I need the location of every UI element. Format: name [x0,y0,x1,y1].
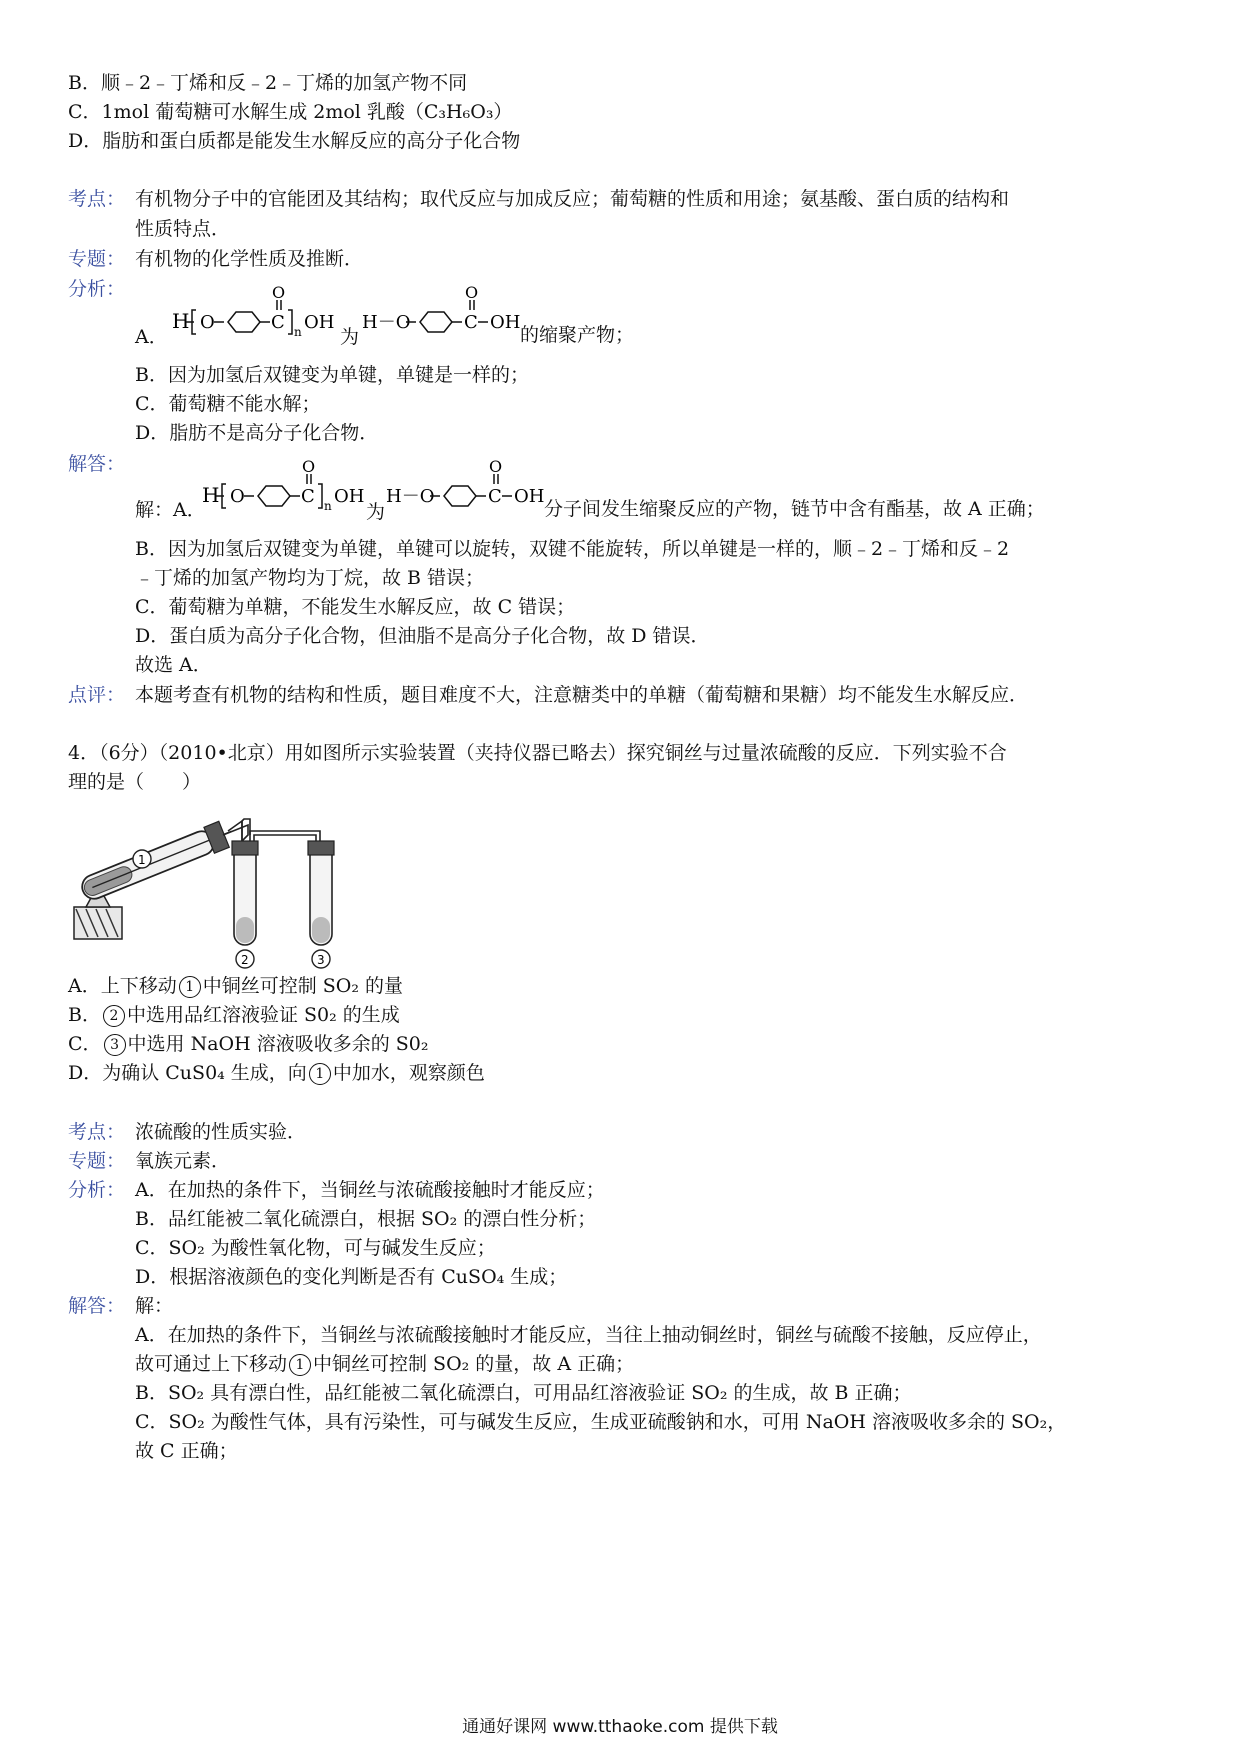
q3-fenxi-d: D．脂肪不是高分子化合物． [135,422,379,444]
q3-jieda-b-line1: B．因为加氢后双键变为单键，单键可以旋转，双键不能旋转，所以单键是一样的，顺﹣2﹣丁烯和反﹣2 [135,538,1010,560]
q3-zhuanti-label: 专题： [68,248,126,270]
q4-jieda-c-line2: 故 C 正确； [135,1440,238,1462]
polymer-formula-2 [200,457,380,513]
svg-text:3: 3 [317,953,325,967]
q4-jieda-a-line2-pre: 故可通过上下移动 [135,1353,288,1375]
svg-text:1: 1 [138,853,146,867]
polymer-oh-text: OH [304,312,335,333]
q3-dianping-text: 本题考查有机物的结构和性质，题目难度不大，注意糖类中的单糖（葡萄糖和果糖）均不能发生水解反应． [135,684,1029,706]
q4-option-b-pre: B． [68,1004,101,1026]
monomer-c-text: C [464,312,478,333]
q3-option-b: B．顺﹣2﹣丁烯和反﹣2﹣丁烯的加氢产物不同 [68,72,468,94]
q4-stem-line1: 4．（6分）（2010•北京）用如图所示实验装置（夹持仪器已略去）探究铜丝与过量浓硫酸的反应．下列实验不合 [68,742,1007,764]
page-footer: 通通好课网 www.tthaoke.com 提供下载 [462,1717,778,1737]
monomer-formula [360,283,530,338]
q3-fenxi-c: C．葡萄糖不能水解； [135,393,321,415]
monomer2-ho-text: H－O [386,486,435,507]
q4-fenxi-d: D．根据溶液颜色的变化判断是否有 CuSO₄ 生成； [135,1266,568,1288]
polymer2-o-text: O [230,486,245,507]
q4-stem-line2: 理的是（ ） [68,771,202,793]
q3-zhuanti-text: 有机物的化学性质及推断． [135,248,364,270]
q4-kaodian-text: 浓硫酸的性质实验． [135,1121,307,1143]
q4-option-d-post: 中加水，观察颜色 [332,1062,485,1084]
q4-option-d-pre: D．为确认 CuS0₄ 生成，向 [68,1062,307,1084]
polymer2-oh-text: OH [334,486,365,507]
q4-jieda-a-line2 [135,1351,634,1377]
q4-option-b-post: 中选用品红溶液验证 S0₂ 的生成 [126,1004,400,1026]
polymer2-n-text: n [324,499,332,513]
circle-label-1c: 1 [289,1354,311,1376]
circle-label-2: 2 [103,1005,125,1027]
q3-fenxi-a-suffix: 的缩聚产物； [520,324,635,346]
q4-zhuanti-text: 氧族元素． [135,1150,231,1172]
circle-label-3: 3 [104,1034,126,1056]
q3-jieda-d: D．蛋白质为高分子化合物，但油脂不是高分子化合物，故 D 错误． [135,625,710,647]
circle-label-1: 1 [179,976,201,998]
q3-kaodian-label: 考点： [68,188,126,210]
q3-fenxi-a-mid: 为 [340,326,360,348]
monomer2-carbonyl-o: O [489,457,503,476]
q3-jieda-a-mid: 为 [366,501,386,523]
q3-jieda-a-suffix: 分子间发生缩聚反应的产物，链节中含有酯基，故 A 正确； [544,498,1045,520]
monomer2-c-text: C [488,486,502,507]
q3-fenxi-label: 分析： [68,278,126,300]
q4-option-a [68,973,403,999]
circle-label-1b: 1 [309,1063,331,1085]
monomer-oh-text: OH [490,312,521,333]
q3-fenxi-a-prefix: A． [135,326,168,348]
q4-option-c-post: 中选用 NaOH 溶液吸收多余的 S0₂ [127,1033,429,1055]
q4-fenxi-label: 分析： [68,1179,126,1201]
q4-fenxi-c: C．SO₂ 为酸性氧化物，可与碱发生反应； [135,1237,496,1259]
q4-option-c [68,1031,429,1057]
q3-option-c: C．1mol 葡萄糖可水解生成 2mol 乳酸（C₃H₆O₃） [68,101,513,123]
monomer-formula-2 [384,457,554,512]
q4-fenxi-b: B．品红能被二氧化硫漂白，根据 SO₂ 的漂白性分析； [135,1208,597,1230]
q3-option-d: D．脂肪和蛋白质都是能发生水解反应的高分子化合物 [68,130,521,152]
polymer-formula [170,283,350,339]
q3-kaodian-line2: 性质特点． [135,218,231,240]
q3-fenxi-b: B．因为加氢后双键变为单键，单键是一样的； [135,364,529,386]
q4-jieda-jie: 解： [135,1295,174,1317]
q4-option-a-pre: A．上下移动 [68,975,177,997]
polymer-carbonyl-o: O [272,283,286,302]
q4-kaodian-label: 考点： [68,1121,126,1143]
q4-jieda-a-line2-post: 中铜丝可控制 SO₂ 的量，故 A 正确； [313,1353,635,1375]
q3-dianping-label: 点评： [68,684,126,706]
polymer2-carbonyl-o: O [302,457,316,476]
q3-jieda-b-line2: ﹣丁烯的加氢产物均为丁烷，故 B 错误； [135,567,485,589]
q3-kaodian-line1: 有机物分子中的官能团及其结构；取代反应与加成反应；葡萄糖的性质和用途；氨基酸、蛋白质的结构和 [135,188,1010,210]
q3-jieda-label: 解答： [68,453,126,475]
monomer-carbonyl-o: O [465,283,479,302]
polymer2-c-text: C [301,486,315,507]
polymer-o-text: O [200,312,215,333]
q4-jieda-c-line1: C．SO₂ 为酸性气体，具有污染性，可与碱发生反应，生成亚硫酸钠和水，可用 NaOH 溶液吸收多余的 SO₂， [135,1411,1067,1433]
monomer-ho-text: H－O [362,312,411,333]
q4-option-c-pre: C． [68,1033,102,1055]
monomer2-oh-text: OH [514,486,545,507]
q4-fenxi-a: A．在加热的条件下，当铜丝与浓硫酸接触时才能反应； [135,1179,605,1201]
q4-option-b [68,1002,400,1028]
polymer-c-text: C [271,312,285,333]
q4-jieda-label: 解答： [68,1295,126,1317]
polymer-n-text: n [294,325,302,339]
polymer-h-text: H [172,309,190,333]
q3-jieda-c: C．葡萄糖为单糖，不能发生水解反应，故 C 错误； [135,596,576,618]
q3-jieda-choose: 故选 A． [135,654,212,676]
q4-option-a-post: 中铜丝可控制 SO₂ 的量 [202,975,404,997]
apparatus-figure [68,805,368,970]
q4-jieda-b: B．SO₂ 具有漂白性，品红能被二氧化硫漂白，可用品红溶液验证 SO₂ 的生成，故 B 正确； [135,1382,912,1404]
svg-text:2: 2 [241,953,249,967]
q3-jieda-a-prefix: 解：A． [135,499,206,521]
polymer2-h-text: H [202,483,220,507]
q4-zhuanti-label: 专题： [68,1150,126,1172]
q4-jieda-a-line1: A．在加热的条件下，当铜丝与浓硫酸接触时才能反应，当往上抽动铜丝时，铜丝与硫酸不接触，反应停止， [135,1324,1042,1346]
q4-option-d [68,1060,485,1086]
